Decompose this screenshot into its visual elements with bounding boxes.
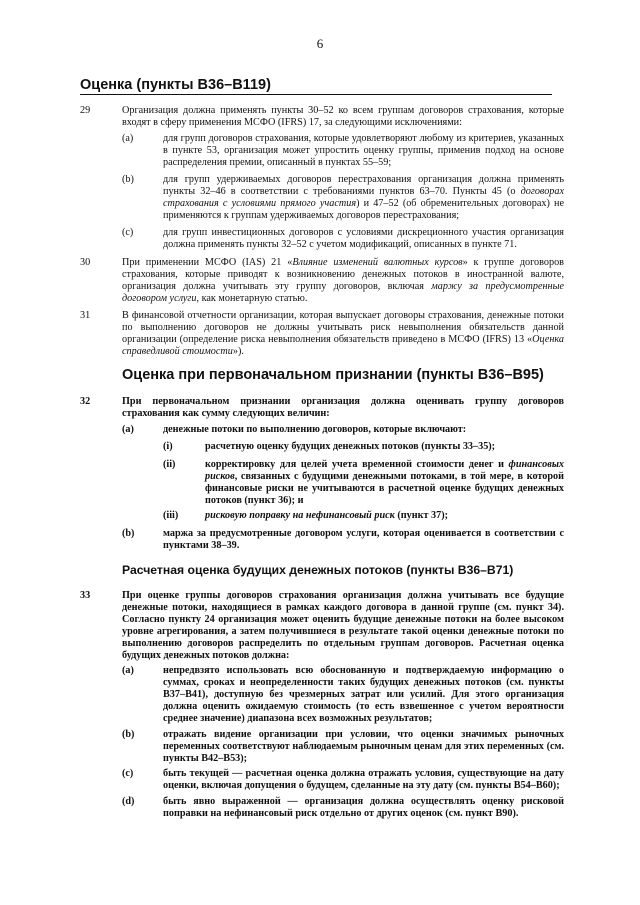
item-33a-text: непредвзято использовать всю обоснованную и подтверждаемую информацию о суммах, сроках и неопределенности таких будущих денежных потоков (см. пункты В37–В41), доступную без чрезмерных затрат или усилий. Для этого организация должна оценить ожидаемую стоимость (то есть взвешенное с учетом вероятности среднее значение) диапазона всех возможных результатов;: [163, 665, 564, 724]
item-32ai-text: расчетную оценку будущих денежных потоков (пункты 33–35);: [205, 441, 496, 452]
item-32a-label: (a): [122, 424, 134, 435]
item-29b-text: для групп удерживаемых договоров перестрахования организация должна применять пункты 32–46 в соответствии с требованиями пунктов 63–70. Пункты 45 (о договорах страхования с условиями прямого участия) и 47–52 (об обременительных договорах) не применяются к группам удерживаемых договоров перестрахования;: [163, 174, 564, 221]
item-32aii-text: корректировку для целей учета временной стоимости денег и финансовых рисков, связанных с будущими денежными потоками, в той мере, в которой финансовые риски не учитываются в расчетной оценке будущих денежных потоков (пункт 36); и: [205, 459, 564, 506]
section-heading: Оценка (пункты В36–В119): [80, 77, 552, 95]
paragraph-number-30: 30: [80, 257, 91, 268]
item-32aiii-label: (iii): [163, 510, 179, 521]
paragraph-32-text: При первоначальном признании организация должна оценивать группу договоров страхования как сумму следующих величин:: [122, 396, 564, 419]
paragraph-30-text: При применении МСФО (IAS) 21 «Влияние изменений валютных курсов» к группе договоров страхования, которые приводят к возникновению денежных потоков в иностранной валюте, организация должна учитывать эту группу договоров, включая маржу за предусмотренные договором услуги, как монетарную статью.: [122, 257, 564, 304]
paragraph-number-32: 32: [80, 396, 91, 407]
item-32aii-label: (ii): [163, 459, 176, 470]
item-33b-label: (b): [122, 729, 135, 740]
paragraph-number-33: 33: [80, 590, 91, 601]
paragraph-31-text: В финансовой отчетности организации, которая выпускает договоры страхования, денежные потоки по выполнению договоров не должны учитывать риск невыполнения обязательств данной организации (определение риска невыполнения обязательств приведено в МСФО (IFRS) 13 «Оценка справедливой стоимости»).: [122, 310, 564, 357]
heading-initial-recognition: Оценка при первоначальном признании (пункты В36–В95): [122, 367, 544, 383]
item-33d-label: (d): [122, 796, 135, 807]
paragraph-number-31: 31: [80, 310, 91, 321]
item-29b-label: (b): [122, 174, 134, 185]
heading-estimates-future-cash-flows: Расчетная оценка будущих денежных потоков (пункты В36–В71): [122, 563, 514, 577]
item-32aiii-text: рисковую поправку на нефинансовый риск (пункт 37);: [205, 510, 448, 521]
item-33c-text: быть текущей — расчетная оценка должна отражать условия, существующие на дату оценки, включая допущения о будущем, сделанные на эту дату (см. пункты В54–В60);: [163, 768, 564, 791]
paragraph-number-29: 29: [80, 105, 91, 116]
item-33d-text: быть явно выраженной — организация должна осуществлять оценку рисковой поправки на нефинансовый риск отдельно от других оценок (см. пункт В90).: [163, 796, 564, 819]
item-29a-label: (a): [122, 133, 134, 144]
item-32ai-label: (i): [163, 441, 173, 452]
item-29c-text: для групп инвестиционных договоров с условиями дискреционного участия организация должна применять пункты 32–52 с учетом модификаций, описанных в пункте 71.: [163, 227, 564, 250]
paragraph-33-text: При оценке группы договоров страхования организация должна учитывать все будущие денежные потоки, находящиеся в рамках каждого договора в данной группе (см. пункт 34). Согласно пункту 24 организация может оценить будущие денежные потоки на более высоком уровне агрегирования, а затем получившиеся в результате такой оценки денежные потоки по выполнению договоров распределить по отдельным группам договоров. Расчетная оценка будущих денежных потоков должна:: [122, 590, 564, 661]
item-29c-label: (c): [122, 227, 134, 238]
paragraph-29-text: Организация должна применять пункты 30–52 ко всем группам договоров страхования, которые входят в сферу применения МСФО (IFRS) 17, за следующими исключениями:: [122, 105, 564, 128]
item-32a-text: денежные потоки по выполнению договоров, которые включают:: [163, 424, 467, 435]
item-32b-label: (b): [122, 528, 135, 539]
item-33b-text: отражать видение организации при условии, что оценки значимых рыночных переменных соответствуют наблюдаемым рыночным ценам для этих переменных (см. пункты В42–В53);: [163, 729, 564, 764]
item-29a-text: для групп договоров страхования, которые удовлетворяют любому из критериев, указанных в пункте 53, организация может упростить оценку группы, применив подход на основе распределения премии, описанный в пунктах 55–59;: [163, 133, 564, 168]
item-33a-label: (a): [122, 665, 134, 676]
item-33c-label: (c): [122, 768, 134, 779]
item-32b-text: маржа за предусмотренные договором услуги, которая оценивается в соответствии с пунктами 38–39.: [163, 528, 564, 551]
page-number: 6: [316, 36, 324, 51]
